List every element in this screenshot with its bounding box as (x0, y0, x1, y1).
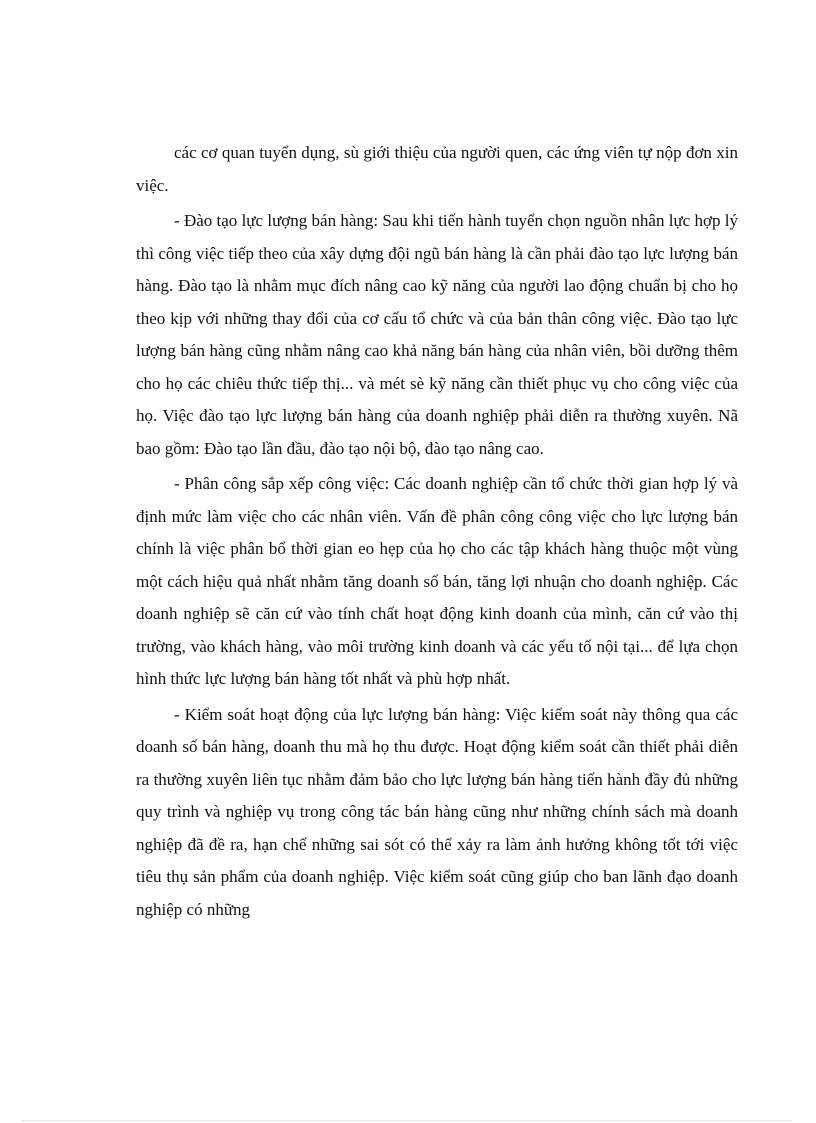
page-bottom-divider (22, 1120, 792, 1121)
document-body (136, 137, 738, 929)
paragraph-sales-control: - Kiểm soát hoạt động của lực lượng bán hàng: Việc kiểm soát này thông qua các doanh số bán hàng, doanh thu mà họ thu được. Hoạt động kiểm soát cần thiết phải diễn ra thường xuyên liên tục nhằm đảm bảo cho lực lượng bán hàng tiến hành đầy đủ những quy trình và nghiệp vụ trong công tác bán hàng cũng như những chính sách mà doanh nghiệp đã đề ra, hạn chế những sai sót có thể xảy ra làm ảnh hưởng không tốt tới việc tiêu thụ sản phẩm của doanh nghiệp. Việc kiểm soát cũng giúp cho ban lãnh đạo doanh nghiệp có những (136, 704, 738, 919)
paragraph-work-assignment: - Phân công sắp xếp công việc: Các doanh nghiệp cần tổ chức thời gian hợp lý và định mức làm việc cho các nhân viên. Vấn đề phân công công việc cho lực lượng bán chính là việc phân bổ thời gian eo hẹp của họ cho các tập khách hàng thuộc một vùng một cách hiệu quả nhất nhằm tăng doanh số bán, tăng lợi nhuận cho doanh nghiệp. Các doanh nghiệp sẽ căn cứ vào tính chất hoạt động kinh doanh của mình, căn cứ vào thị trường, vào khách hàng, vào môi trường kinh doanh và các yếu tố nội tại... để lựa chọn hình thức lực lượng bán hàng tốt nhất và phù hợp nhất. (136, 474, 738, 688)
paragraph-intro: các cơ quan tuyển dụng, sù giới thiệu của người quen, các ứng viên tự nộp đơn xin việc. (136, 143, 738, 195)
paragraph-sales-training: - Đào tạo lực lượng bán hàng: Sau khi tiến hành tuyển chọn nguồn nhân lực hợp lý thì công việc tiếp theo của xây dựng đội ngũ bán hàng là cần phải đào tạo lực lượng bán hàng. Đào tạo là nhằm mục đích nâng cao kỹ năng của người lao động chuẩn bị cho họ theo kịp với những thay đổi của cơ cấu tổ chức và của bản thân công việc. Đào tạo lực lượng bán hàng cũng nhằm nâng cao khả năng bán hàng của nhân viên, bồi dưỡng thêm cho họ các chiêu thức tiếp thị... và mét sè kỹ năng cần thiết phục vụ cho công việc của họ. Việc đào tạo lực lượng bán hàng của doanh nghiệp phải diễn ra thường xuyên. Nã bao gồm: Đào tạo lần đầu, đào tạo nội bộ, đào tạo nâng cao. (136, 211, 738, 458)
